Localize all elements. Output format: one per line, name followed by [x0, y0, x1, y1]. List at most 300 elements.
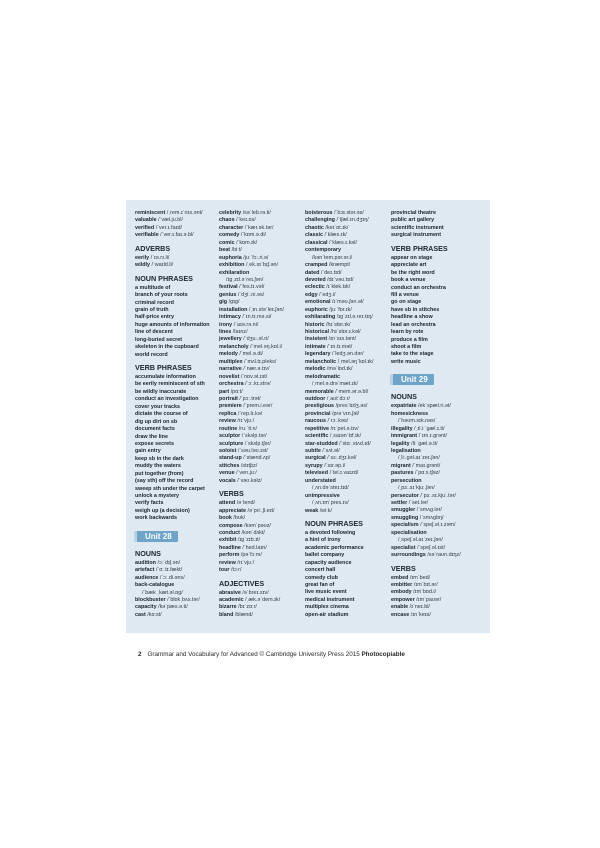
entry-word: a multitude of [135, 284, 171, 291]
glossary-entry [391, 545, 481, 552]
entry-word: contemporary [305, 247, 341, 254]
entry-pronunciation: /əˈbreɪ.sɪv/ [242, 589, 269, 596]
entry-word: huge amounts of information [135, 321, 210, 328]
glossary-entry [391, 575, 481, 582]
entry-pronunciation: /tɔːr/ [230, 567, 242, 574]
glossary-entry [391, 507, 481, 514]
glossary-entry [135, 478, 217, 485]
pronunciation-continued: /ˌmel.ə.drəˈmæt.ɪk/ [312, 381, 358, 388]
entry-word: chaos [219, 217, 235, 224]
entry-word: capacity audience [305, 559, 352, 566]
entry-word: take to the stage [391, 351, 434, 358]
glossary-entry [219, 284, 301, 291]
entry-pronunciation: /dɪˈvəʊ.tɪd/ [327, 276, 354, 283]
section-heading: VERBS [219, 489, 244, 499]
entry-pronunciation: /ˈskʌlp.tʃər/ [244, 440, 271, 447]
entry-word: exhibition [219, 262, 245, 269]
glossary-entry [135, 456, 217, 463]
entry-word: perform [219, 552, 240, 559]
entry-word: intimate [305, 343, 326, 350]
glossary-entry [219, 292, 301, 299]
entry-word: audition [135, 559, 156, 566]
entry-pronunciation: /ˈrep.lɪ.kə/ [237, 410, 263, 417]
glossary-entry [135, 285, 217, 292]
entry-word: unlock a mystery [135, 493, 180, 499]
entry-word: celebrity [219, 210, 242, 216]
entry-word: edgy [305, 291, 318, 298]
entry-word: weigh up (a decision) [135, 507, 190, 514]
glossary-entry [305, 314, 389, 321]
entry-word: soloist [219, 448, 237, 454]
entry-pronunciation: /liːˈɡæl.ə.ti/ [411, 440, 438, 447]
entry-word: attend [219, 500, 236, 507]
glossary-entry [219, 299, 301, 306]
entry-pronunciation: /kəˈpæs.ə.ti/ [158, 604, 188, 611]
entry-word: embitter [391, 581, 413, 588]
glossary-entry [305, 604, 389, 611]
entry-word: challenging [305, 217, 335, 224]
entry-pronunciation: /ˈskʌlp.tər/ [241, 433, 267, 440]
entry-pronunciation: /ˌmel.əŋˈkɒl.ɪk/ [337, 358, 374, 365]
entry-pronunciation: /ˈkɒm.ɪk/ [236, 239, 258, 246]
glossary-entry [305, 508, 389, 515]
glossary-entry [391, 470, 481, 477]
entry-word: abrasive [219, 589, 241, 596]
glossary-entry [305, 426, 389, 433]
entry-word: understated [305, 477, 336, 484]
entry-word: tour [219, 567, 230, 574]
glossary-entry [305, 560, 389, 567]
entry-word: jewellery [219, 336, 242, 343]
glossary-entry [219, 403, 301, 410]
entry-word: prestigious [305, 403, 335, 410]
entry-pronunciation: /ˈɔː.di.əns/ [159, 574, 185, 581]
glossary-entry [135, 232, 217, 239]
entry-word: blockbuster [135, 596, 166, 603]
entry-word: put together (from) [135, 470, 184, 477]
glossary-entry [135, 515, 217, 522]
glossary-entry [391, 210, 481, 217]
glossary-entry [305, 575, 389, 582]
glossary-entry [219, 396, 301, 403]
entry-word: melodic [305, 366, 326, 373]
glossary-entry [305, 418, 389, 425]
glossary-entry [135, 493, 217, 500]
pronunciation-continued: /ˌʌn.ɪmˈpres.ɪv/ [312, 500, 349, 507]
glossary-entry [391, 314, 481, 321]
glossary-entry [305, 552, 389, 559]
entry-word: verified [135, 224, 155, 231]
glossary-entry [305, 589, 389, 596]
entry-pronunciation: /ˈsɪr.əp.i/ [324, 462, 346, 469]
entry-word: immigrant [391, 433, 418, 440]
column-3 [305, 210, 389, 619]
photocopiable-label: Photocopiable [361, 651, 405, 658]
entry-word: sweep sth under the carpet [135, 485, 205, 492]
glossary-entry [135, 560, 217, 567]
entry-pronunciation: /blænd/ [234, 611, 253, 618]
entry-word: novelist [219, 373, 240, 380]
entry-word: great fan of [305, 582, 335, 588]
entry-word: dig up dirt on sb [135, 418, 178, 425]
entry-word: produce a film [391, 336, 428, 343]
entry-pronunciation: /ˈven.juː/ [236, 470, 257, 477]
entry-word: public art gallery [391, 217, 435, 224]
section-heading: NOUNS [391, 392, 417, 402]
entry-word: genius [219, 291, 237, 298]
entry-word: illegality [391, 425, 413, 432]
entry-word: festival [219, 284, 238, 291]
glossary-entry [391, 225, 481, 232]
glossary-entry [305, 351, 389, 358]
glossary-entry [135, 396, 217, 403]
glossary-entry [219, 545, 301, 552]
pronunciation-continued: /kənˈtem.pər.ər.i/ [312, 254, 353, 261]
entry-word: part [219, 388, 230, 395]
glossary-entry [219, 247, 301, 254]
entry-pronunciation: /ˈtel.ɪ.vaɪzd/ [329, 470, 359, 477]
glossary-entry [305, 359, 389, 366]
entry-word: go on stage [391, 299, 422, 306]
section-heading: VERB PHRASES [135, 363, 192, 372]
glossary-entry [219, 381, 301, 388]
entry-word: lead an orchestra [391, 321, 436, 328]
entry-pronunciation: /bʊk/ [233, 515, 246, 522]
entry-pronunciation: /ˈklæs.ɪk/ [324, 232, 347, 239]
entry-word: learn by rote [391, 329, 424, 336]
entry-pronunciation: /presˈtɪdʒ.əs/ [335, 403, 368, 410]
entry-pronunciation: /ˈdʒiː.ni.əs/ [237, 291, 265, 298]
entry-word: bland [219, 611, 234, 618]
glossary-entry [391, 255, 481, 262]
column-1 [135, 210, 217, 619]
glossary-entry [305, 441, 389, 448]
entry-pronunciation: /ɡɪɡ/ [228, 299, 240, 306]
entry-pronunciation: /ɪˈməʊ.ʃən.əl/ [331, 299, 364, 306]
entry-word: dated [305, 269, 320, 276]
entry-pronunciation: /səˈraʊn.dɪŋz/ [427, 552, 461, 559]
glossary-entry [305, 455, 389, 462]
glossary-entry [135, 314, 217, 321]
footer-text: Grammar and Vocabulary for Advanced © Cambridge University Press 2015 [147, 651, 362, 658]
unit-badge: Unit 29 [390, 374, 434, 385]
entry-word: a hint of irony [305, 537, 341, 544]
glossary-entry [305, 582, 389, 589]
glossary-entry [305, 597, 389, 604]
entry-word: world record [135, 351, 168, 358]
entry-pronunciation: /rɪˈpet.ə.tɪv/ [330, 425, 359, 432]
entry-word: persecutor [391, 492, 419, 499]
entry-word: multiplex cinema [305, 604, 349, 611]
glossary-entry [219, 411, 301, 418]
entry-word: back-catalogue [135, 582, 175, 589]
entry-word: empower [391, 596, 415, 603]
entry-word: scientific [305, 433, 329, 440]
glossary-entry [391, 217, 481, 224]
entry-word: routine [219, 425, 238, 432]
entry-pronunciation: /biːt/ [231, 247, 242, 254]
entry-pronunciation: /ˈɪn.tɪ.mə.si/ [242, 314, 272, 321]
entry-pronunciation: /ɔːˈdɪʃ.ən/ [157, 559, 181, 566]
glossary-entry [391, 307, 481, 314]
entry-pronunciation: /ˈwaɪld.li/ [151, 262, 174, 269]
entry-word: line of descent [135, 329, 173, 336]
glossary-entry [219, 433, 301, 440]
entry-pronunciation: /ˈvəʊ.kəlz/ [237, 477, 262, 484]
glossary-entry [135, 307, 217, 314]
entry-pronunciation: /ˈmaɪ.ɡrənt/ [412, 462, 441, 469]
entry-pronunciation: /ɪɡˈzɪl.ə.reɪ.tɪŋ/ [336, 314, 373, 321]
column-2 [219, 210, 301, 619]
entry-word: character [219, 224, 244, 231]
glossary-entry [391, 604, 481, 611]
entry-word: gain entry [135, 448, 161, 455]
glossary-entry [219, 567, 301, 574]
glossary-entry [305, 322, 389, 329]
glossary-entry [219, 389, 301, 396]
section-heading: ADVERBS [135, 243, 171, 253]
glossary-entry [391, 329, 481, 336]
entry-pronunciation: /məˈlɒd.ɪk/ [326, 366, 353, 373]
entry-word: syrupy [305, 462, 323, 469]
entry-word: be the right word [391, 269, 435, 276]
glossary-entry [305, 567, 389, 574]
glossary-entry [305, 299, 389, 306]
entry-pronunciation: /ɪmˈbɪt.ər/ [413, 581, 438, 588]
entry-pronunciation: /hɪˈstɒr.ɪk/ [325, 321, 351, 328]
entry-word: fill a venue [391, 291, 419, 298]
entry-pronunciation: /ˈɪm.ɪ.ɡrənt/ [418, 433, 447, 440]
entry-word: appreciate art [391, 262, 427, 269]
entry-word: raucous [305, 418, 326, 425]
glossary-entry [219, 359, 301, 366]
glossary-entry [305, 403, 389, 410]
pronunciation-continued: /ˌʌn.dəˈsteɪ.tɪd/ [312, 485, 349, 492]
entry-word: document facts [135, 426, 175, 433]
entry-word: academic [219, 597, 244, 603]
entry-word: venue [219, 470, 235, 477]
entry-word: historical [305, 329, 329, 335]
glossary-entry [305, 545, 389, 552]
entry-word: gig [219, 299, 228, 306]
entry-word: capacity [135, 604, 157, 611]
glossary-entry [305, 470, 389, 477]
glossary-entry [135, 262, 217, 269]
entry-word: conduct an orchestra [391, 284, 446, 291]
entry-word: review [219, 559, 236, 566]
glossary-entry [391, 515, 481, 522]
entry-word: boisterous [305, 210, 333, 216]
glossary-entry [391, 448, 481, 455]
glossary-entry [219, 604, 301, 611]
entry-word: write music [391, 358, 421, 365]
entry-word: narrative [219, 366, 242, 373]
entry-word: ballet company [305, 552, 345, 559]
glossary-entry [135, 441, 217, 448]
unit-badge: Unit 28 [134, 531, 178, 542]
glossary-entry [135, 322, 217, 329]
entry-pronunciation: /ˈɪə.rɪ.li/ [150, 254, 170, 261]
entry-pronunciation: /ˈrɔː.kəs/ [327, 418, 349, 425]
glossary-entry [391, 582, 481, 589]
glossary-entry [305, 537, 389, 544]
entry-word: appreciate [219, 507, 246, 514]
entry-word: cast [135, 611, 146, 618]
glossary-entry [219, 508, 301, 515]
entry-word: academic performance [305, 544, 364, 551]
glossary-entry [305, 530, 389, 537]
entry-pronunciation: /ˈklæs.ɪ.kəl/ [328, 239, 357, 246]
glossary-entry [135, 352, 217, 359]
entry-pronunciation: /ˈdeɪ.tɪd/ [320, 269, 342, 276]
glossary-entry [219, 537, 301, 544]
entry-pronunciation: /ˈmʌl.tɪ.pleks/ [244, 358, 277, 365]
entry-word: skeleton in the cupboard [135, 344, 199, 351]
entry-word: weak [305, 507, 319, 514]
glossary-entry [135, 426, 217, 433]
entry-pronunciation: /ɪˈklek.tɪk/ [326, 284, 351, 291]
entry-word: scientific instrument [391, 224, 444, 231]
pronunciation-continued: /ˌspeʃ.əl.aɪˈzeɪ.ʃən/ [398, 537, 443, 544]
glossary-entry [219, 612, 301, 619]
entry-word: star-studded [305, 440, 338, 447]
entry-pronunciation: /ˈver.ɪ.faɪ.ə.bl/ [160, 232, 194, 239]
entry-pronunciation: /rɪˈvjuː/ [237, 559, 255, 566]
glossary-entry [219, 597, 301, 604]
entry-word: eerily [135, 254, 150, 261]
glossary-entry [219, 478, 301, 485]
glossary-entry [391, 299, 481, 306]
glossary-entry [305, 329, 389, 336]
entry-word: specialist [391, 544, 416, 551]
entry-word: live music event [305, 589, 347, 596]
section-heading: ADJECTIVES [219, 578, 265, 588]
glossary-entry [135, 300, 217, 307]
entry-word: comedy [219, 232, 240, 239]
glossary-entry [135, 567, 217, 574]
entry-word: appear on stage [391, 254, 433, 261]
entry-word: audience [135, 574, 159, 581]
entry-word: migrant [391, 462, 411, 469]
glossary-entry [391, 403, 481, 410]
glossary-entry [391, 292, 481, 299]
entry-pronunciation: /ˈkær.ək.tər/ [244, 224, 274, 231]
glossary-entry [135, 597, 217, 604]
glossary-entry [305, 463, 389, 470]
entry-word: sculptor [219, 433, 241, 440]
entry-pronunciation: /ɪɡˈzɪb.ɪt/ [237, 537, 261, 544]
entry-word: conduct an investigation [135, 396, 199, 403]
entry-pronunciation: /ˈmel.əŋ.kɒl.i/ [250, 343, 283, 350]
entry-word: headline [219, 544, 241, 551]
entry-word: legality [391, 440, 410, 447]
entry-pronunciation: /ɪmˈbɒd.i/ [413, 589, 437, 596]
entry-pronunciation: /ˈbɔɪ.stər.əs/ [334, 210, 364, 216]
entry-word: wildly [135, 262, 150, 269]
entry-pronunciation: /ˈmel.ə.di/ [239, 351, 264, 358]
glossary-entry [135, 217, 217, 224]
glossary-entry [219, 225, 301, 232]
entry-word: melancholic [305, 358, 337, 365]
entry-word: comic [219, 239, 235, 246]
entry-word: lines [219, 329, 232, 335]
entry-pronunciation: /ˌɪn.stəˈleɪ.ʃən/ [248, 306, 284, 313]
entry-word: euphoric [305, 306, 328, 313]
entry-word: encase [391, 611, 410, 618]
entry-word: dictate the course of [135, 411, 188, 418]
entry-word: sculpture [219, 440, 244, 447]
entry-word: embody [391, 589, 412, 596]
entry-pronunciation: /ˈsʌt.əl/ [322, 448, 340, 454]
glossary-entry [305, 612, 389, 619]
entry-word: outdoor [305, 395, 326, 402]
entry-pronunciation: /juːˈfɔː.ri.ə/ [243, 254, 269, 261]
glossary-entry [219, 366, 301, 373]
glossary-entry [305, 389, 389, 396]
glossary-entry [391, 277, 481, 284]
glossary-entry [135, 419, 217, 426]
page-footer [138, 651, 488, 659]
section-heading: VERBS [391, 563, 416, 573]
entry-pronunciation: /ˈsɜː.dʒɪ.kəl/ [327, 455, 357, 462]
entry-pronunciation: /ˈver.ɪ.faɪd/ [155, 224, 182, 231]
entry-word: premiere [219, 403, 242, 410]
glossary-entry [305, 240, 389, 247]
entry-word: devoted [305, 276, 326, 283]
glossary-entry [305, 344, 389, 351]
entry-word: have sb in stitches [391, 306, 440, 313]
entry-pronunciation: /ˌrem.ɪˈnɪs.ənt/ [166, 210, 203, 216]
entry-word: book [219, 515, 232, 522]
glossary-entry [219, 255, 301, 262]
glossary-entry [135, 404, 217, 411]
entry-word: book a venue [391, 277, 426, 284]
glossary-entry [391, 493, 481, 500]
entry-word: irony [219, 321, 233, 328]
entry-word: orchestra [219, 381, 244, 388]
glossary-entry [219, 448, 301, 455]
entry-pronunciation: /ˈsmʌɡlɪŋ/ [419, 514, 444, 521]
glossary-entry [391, 337, 481, 344]
entry-word: smuggler [391, 507, 416, 514]
glossary-entry [305, 336, 389, 343]
entry-word: pastures [391, 470, 414, 477]
glossary-entry [305, 284, 389, 291]
entry-word: a devoted following [305, 529, 356, 536]
entry-word: surgical instrument [391, 232, 442, 239]
entry-word: branch of your roots [135, 292, 188, 299]
glossary-entry [391, 478, 481, 485]
entry-word: grain of truth [135, 306, 169, 313]
glossary-entry [219, 240, 301, 247]
glossary-entry [135, 225, 217, 232]
entry-pronunciation: /keɪˈɒt.ɪk/ [325, 224, 349, 231]
entry-word: insistent [305, 336, 328, 343]
glossary-entry [219, 329, 301, 336]
entry-pronunciation: /ˈɔː.kɪ.strə/ [245, 381, 271, 388]
entry-word: shoot a film [391, 344, 422, 350]
entry-word: work backwards [135, 515, 177, 522]
glossary-entry [391, 285, 481, 292]
glossary-entry [219, 590, 301, 597]
entry-word: conduct [219, 529, 240, 536]
glossary-entry [219, 515, 301, 522]
glossary-entry [219, 500, 301, 507]
glossary-entry [219, 322, 301, 329]
section-heading: NOUNS [135, 548, 161, 558]
entry-pronunciation: /ɪnˈkeɪs/ [410, 611, 431, 618]
glossary-entry [305, 433, 389, 440]
